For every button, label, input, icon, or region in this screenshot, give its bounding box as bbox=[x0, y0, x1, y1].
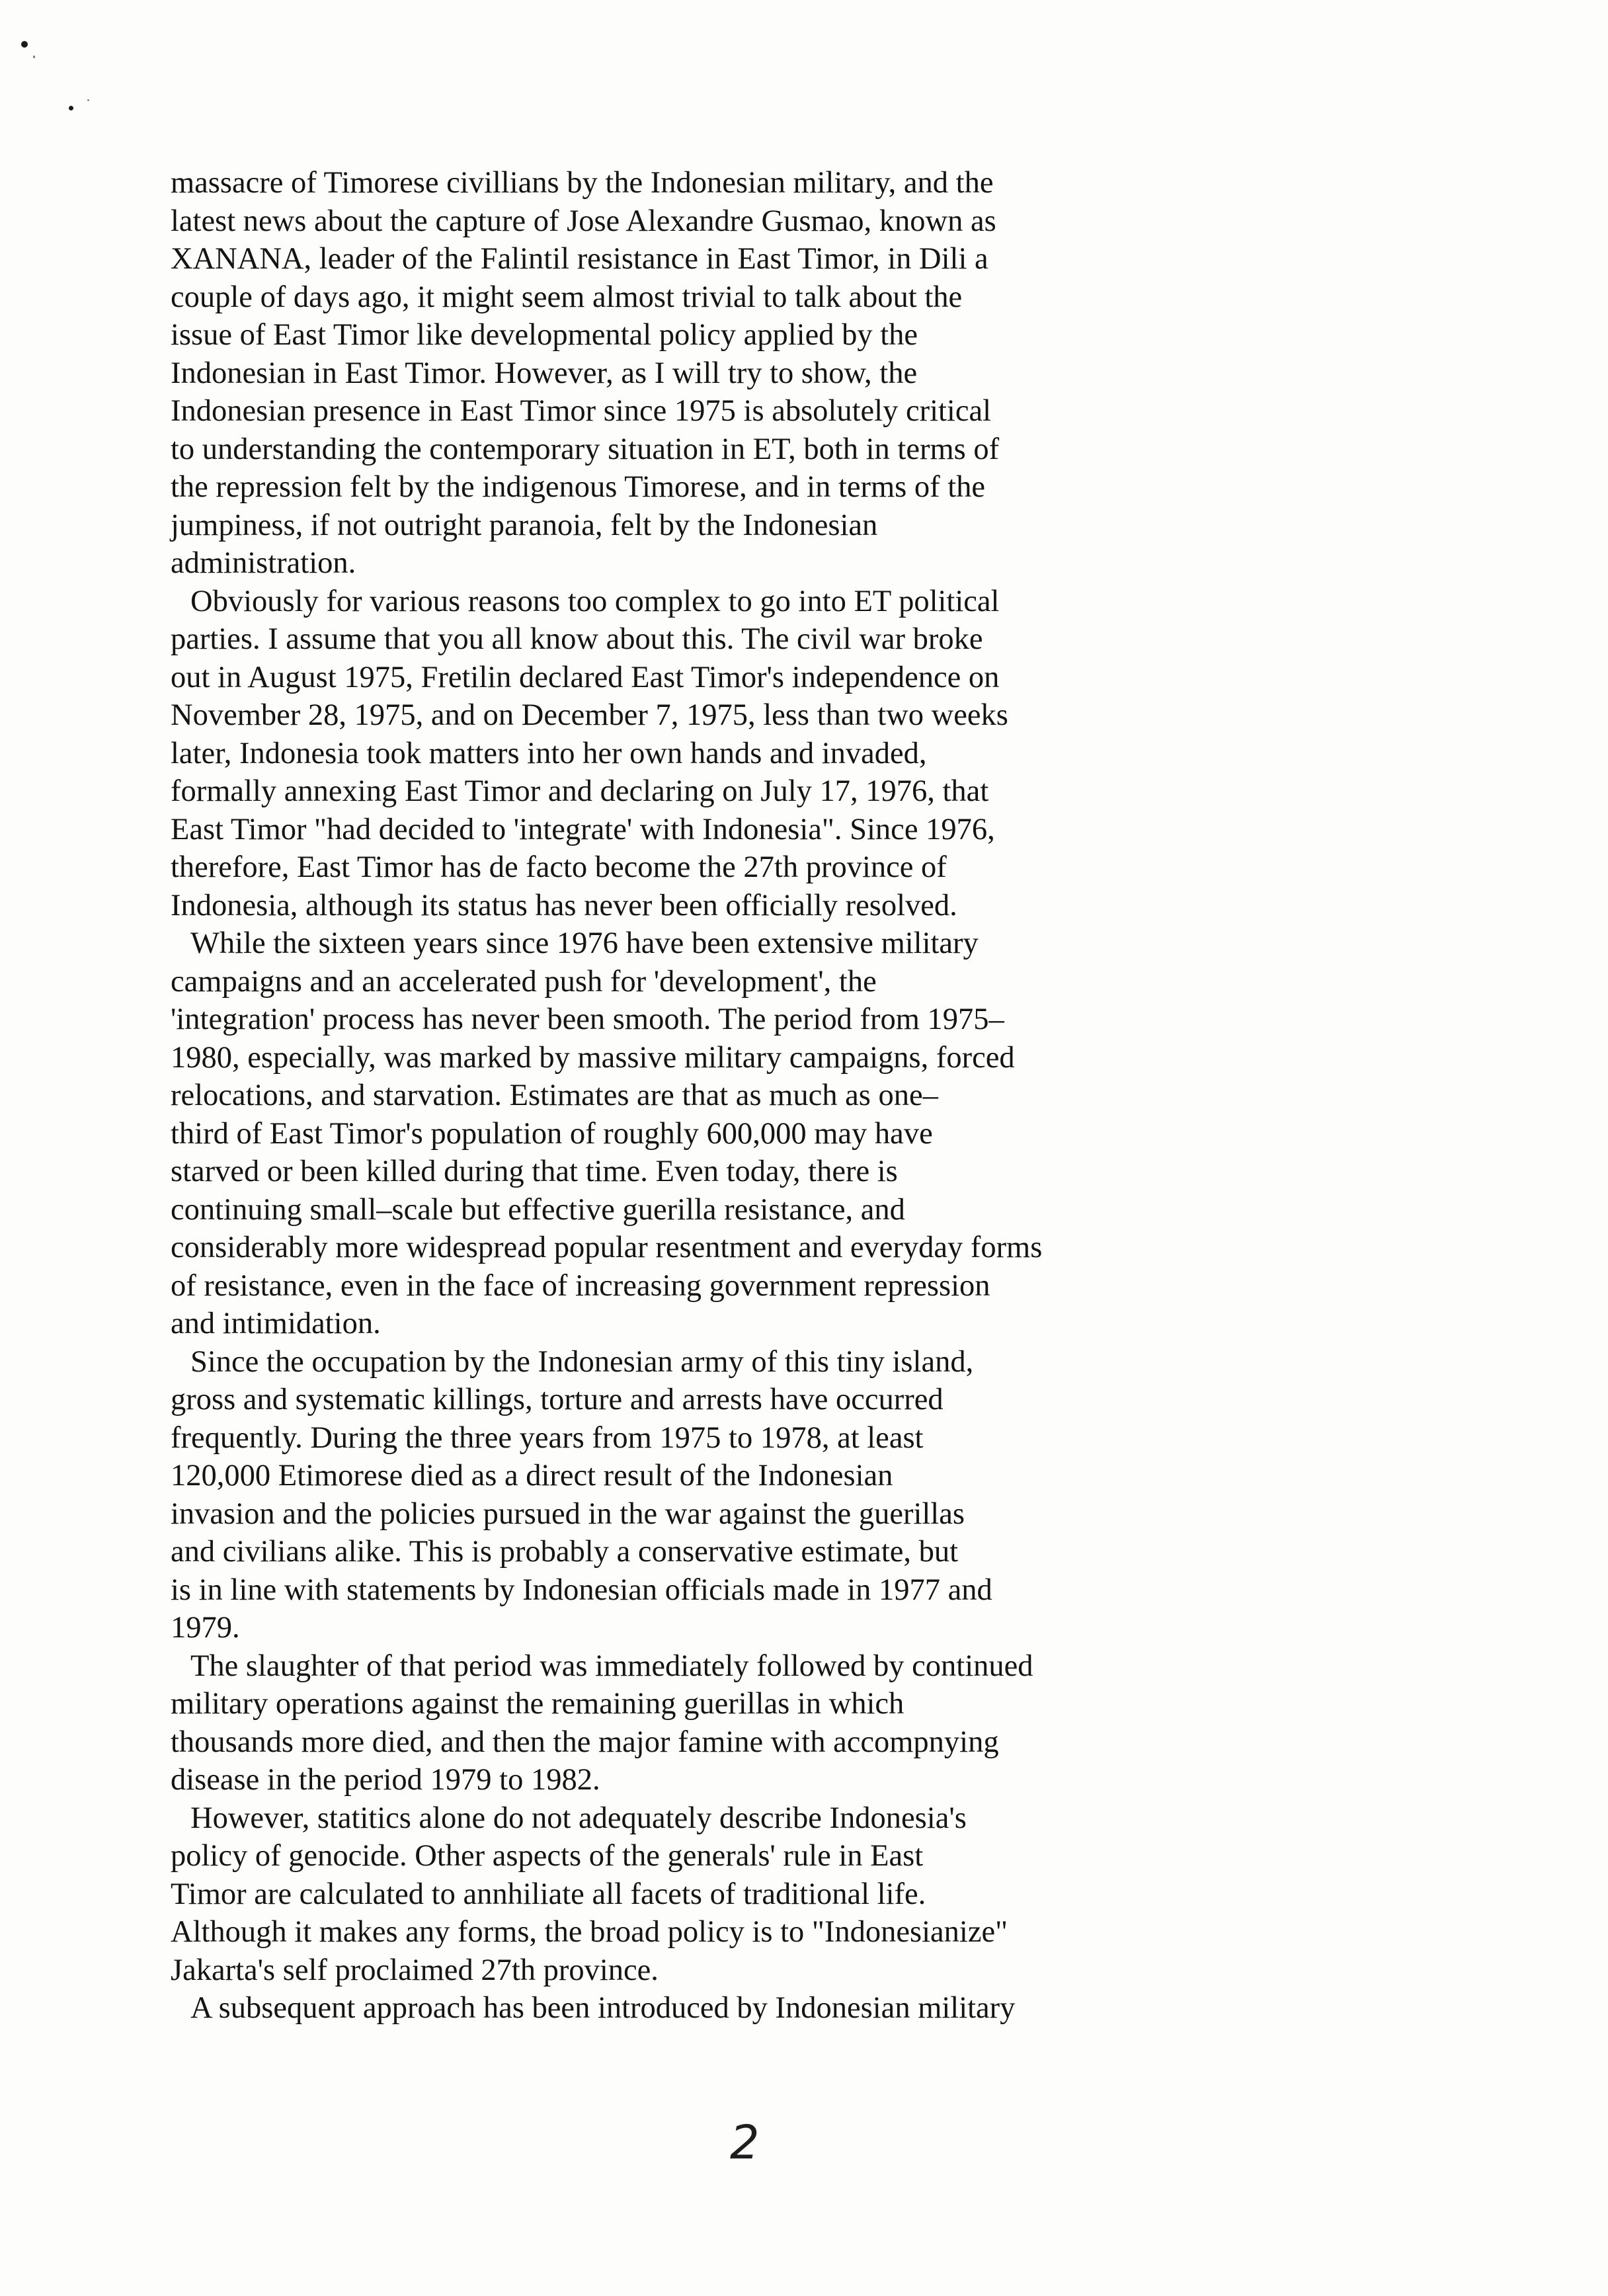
text-line: 'integration' process has never been smooth. The period from 1975– bbox=[171, 1003, 1004, 1036]
paragraph-start-line: However, statitics alone do not adequately describe Indonesia's bbox=[190, 1801, 967, 1835]
text-line: thousands more died, and then the major famine with accompnying bbox=[171, 1725, 999, 1759]
body-text bbox=[171, 164, 1143, 2028]
text-line: Timor are calculated to annhiliate all facets of traditional life. bbox=[171, 1877, 926, 1911]
paragraph-start-line: The slaughter of that period was immediately followed by continued bbox=[190, 1649, 1033, 1683]
text-line: 1979. bbox=[171, 1611, 240, 1645]
text-line: 120,000 Etimorese died as a direct result of the Indonesian bbox=[171, 1459, 893, 1493]
text-line: Indonesian in East Timor. However, as I will try to show, the bbox=[171, 356, 918, 390]
text-line: East Timor "had decided to 'integrate' with Indonesia". Since 1976, bbox=[171, 812, 995, 846]
text-line: 1980, especially, was marked by massive military campaigns, forced bbox=[171, 1040, 1015, 1075]
text-line: campaigns and an accelerated push for 'development', the bbox=[171, 964, 877, 999]
text-line: third of East Timor's population of roughly 600,000 may have bbox=[171, 1116, 933, 1151]
text-line: administration. bbox=[171, 546, 356, 580]
text-line: and intimidation. bbox=[171, 1307, 381, 1340]
text-line: relocations, and starvation. Estimates are that as much as one– bbox=[171, 1079, 938, 1112]
text-line: massacre of Timorese civillians by the Indonesian military, and the bbox=[171, 166, 994, 200]
text-line: parties. I assume that you all know about this. The civil war broke bbox=[171, 622, 983, 656]
text-line: frequently. During the three years from 1975 to 1978, at least bbox=[171, 1420, 924, 1455]
scan-speck bbox=[21, 41, 28, 48]
text-line: jumpiness, if not outright paranoia, felt by the Indonesian bbox=[171, 508, 878, 542]
text-line: Indonesian presence in East Timor since 1975 is absolutely critical bbox=[171, 394, 992, 428]
text-line: of resistance, even in the face of increasing government repression bbox=[171, 1268, 990, 1303]
text-line: disease in the period 1979 to 1982. bbox=[171, 1763, 600, 1797]
text-line: Indonesia, although its status has never been officially resolved. bbox=[171, 888, 957, 922]
text-line: invasion and the policies pursued in the war against the guerillas bbox=[171, 1496, 965, 1531]
paragraph-start-line: Since the occupation by the Indonesian army of this tiny island, bbox=[190, 1344, 974, 1379]
text-line: latest news about the capture of Jose Alexandre Gusmao, known as bbox=[171, 204, 996, 238]
text-line: Jakarta's self proclaimed 27th province. bbox=[171, 1953, 659, 1987]
text-line: Although it makes any forms, the broad policy is to "Indonesianize" bbox=[171, 1915, 1008, 1949]
text-line: the repression felt by the indigenous Timorese, and in terms of the bbox=[171, 470, 986, 504]
text-line: issue of East Timor like developmental policy applied by the bbox=[171, 318, 918, 352]
text-line: therefore, East Timor has de facto become the 27th province of bbox=[171, 850, 947, 884]
text-line: considerably more widespread popular resentment and everyday forms bbox=[171, 1231, 1043, 1264]
scan-speck bbox=[69, 106, 73, 110]
text-line: is in line with statements by Indonesian officials made in 1977 and bbox=[171, 1573, 992, 1607]
text-line: couple of days ago, it might seem almost trivial to talk about the bbox=[171, 280, 963, 314]
paragraph-start-line: A subsequent approach has been introduced by Indonesian military bbox=[190, 1991, 1016, 2025]
page-number: 2 bbox=[730, 2115, 760, 2170]
text-line: XANANA, leader of the Falintil resistance in East Timor, in Dili a bbox=[171, 242, 988, 276]
text-line: out in August 1975, Fretilin declared East Timor's independence on bbox=[171, 660, 1000, 694]
text-line: policy of genocide. Other aspects of the generals' rule in East bbox=[171, 1839, 924, 1873]
text-line: and civilians alike. This is probably a conservative estimate, but bbox=[171, 1535, 959, 1569]
paragraph-start-line: While the sixteen years since 1976 have been extensive military bbox=[190, 926, 979, 960]
paragraph-start-line: Obviously for various reasons too complex to go into ET political bbox=[190, 584, 1000, 618]
text-line: starved or been killed during that time. Even today, there is bbox=[171, 1155, 898, 1188]
text-line: gross and systematic killings, torture and arrests have occurred bbox=[171, 1383, 944, 1416]
scan-speck bbox=[87, 99, 89, 101]
text-line: military operations against the remaining guerillas in which bbox=[171, 1687, 904, 1721]
scan-speck bbox=[33, 56, 35, 58]
text-line: continuing small–scale but effective guerilla resistance, and bbox=[171, 1192, 905, 1227]
text-line: November 28, 1975, and on December 7, 1975, less than two weeks bbox=[171, 698, 1008, 732]
text-line: later, Indonesia took matters into her own hands and invaded, bbox=[171, 736, 927, 770]
text-line: to understanding the contemporary situation in ET, both in terms of bbox=[171, 432, 1000, 466]
text-line: formally annexing East Timor and declaring on July 17, 1976, that bbox=[171, 774, 989, 808]
